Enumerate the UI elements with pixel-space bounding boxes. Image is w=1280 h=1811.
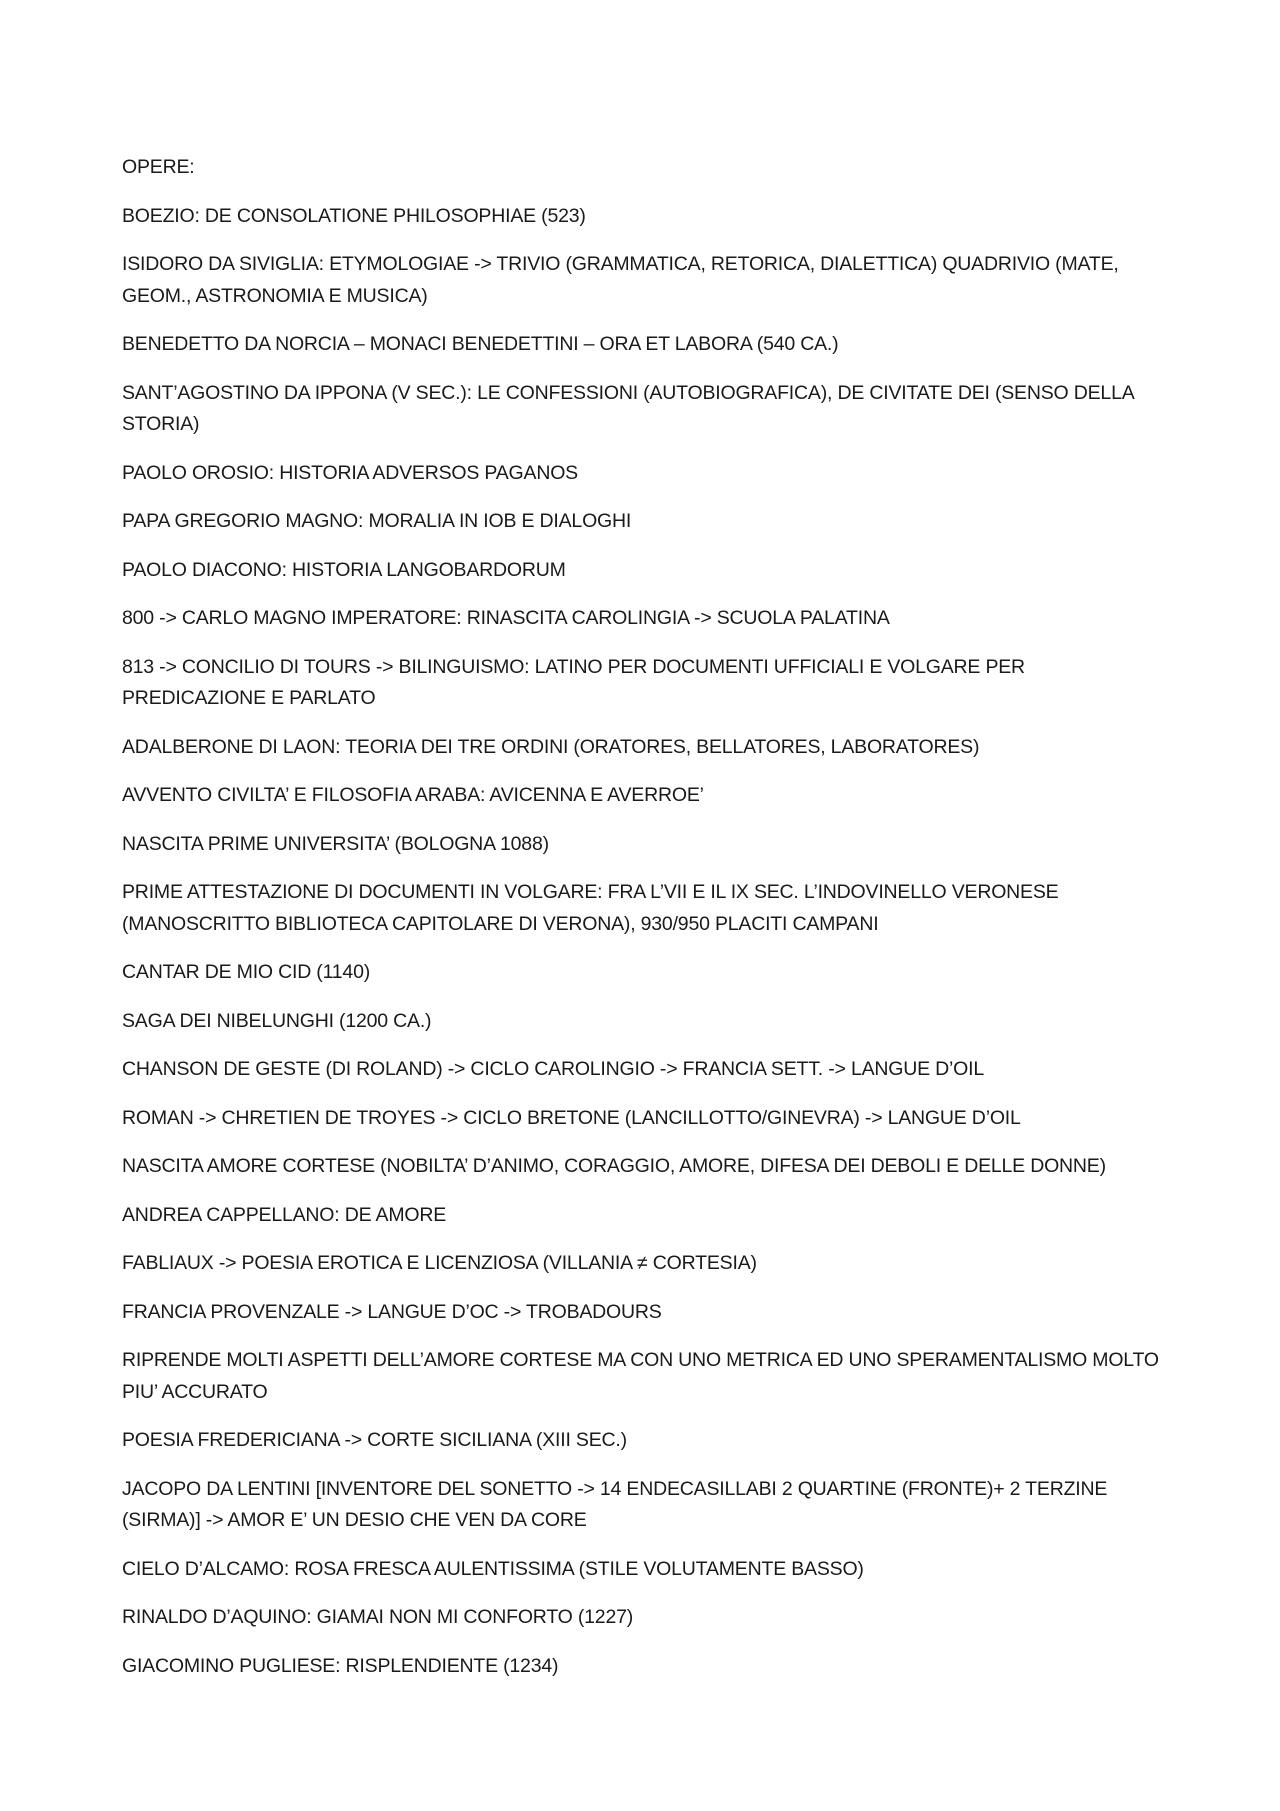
- paragraph-boezio: BOEZIO: DE CONSOLATIONE PHILOSOPHIAE (523): [122, 204, 586, 227]
- paragraph-civilta-araba: AVVENTO CIVILTA’ E FILOSOFIA ARABA: AVICENNA E AVERROE’: [122, 784, 704, 806]
- paragraph-jacopo: JACOPO DA LENTINI [INVENTORE DEL SONETTO -> 14 ENDECASILLABI 2 QUARTINE (FRONTE)+ 2 TERZINE (SIRMA)] -> AMOR E’ UN DESIO CHE VEN DA CORE: [122, 1477, 1108, 1531]
- paragraph-gregorio: PAPA GREGORIO MAGNO: MORALIA IN IOB E DIALOGHI: [122, 510, 632, 532]
- paragraph-chanson: CHANSON DE GESTE (DI ROLAND) -> CICLO CAROLINGIO -> FRANCIA SETT. -> LANGUE D’OIL: [122, 1058, 984, 1080]
- paragraph-benedetto: BENEDETTO DA NORCIA – MONACI BENEDETTINI – ORA ET LABORA (540 CA.): [122, 333, 839, 355]
- paragraph-giacomino: GIACOMINO PUGLIESE: RISPLENDIENTE (1234): [122, 1654, 559, 1677]
- paragraph-agostino: SANT’AGOSTINO DA IPPONA (V SEC.): LE CONFESSIONI (AUTOBIOGRAFICA), DE CIVITATE DEI (SENSO DELLA STORIA): [122, 381, 1134, 435]
- paragraph-concilio-tours: 813 -> CONCILIO DI TOURS -> BILINGUISMO: LATINO PER DOCUMENTI UFFICIALI E VOLGARE PER PREDICAZIONE E PARLATO: [122, 655, 1025, 709]
- paragraph-orosio: PAOLO OROSIO: HISTORIA ADVERSOS PAGANOS: [122, 461, 578, 484]
- paragraph-diacono: PAOLO DIACONO: HISTORIA LANGOBARDORUM: [122, 558, 566, 581]
- paragraph-federiciana: POESIA FREDERICIANA -> CORTE SICILIANA (XIII SEC.): [122, 1429, 627, 1451]
- paragraph-isidoro: ISIDORO DA SIVIGLIA: ETYMOLOGIAE -> TRIVIO (GRAMMATICA, RETORICA, DIALETTICA) QUADRIVIO (MATE, GEOM., ASTRONOMIA E MUSICA): [122, 253, 1119, 307]
- paragraph-cantar: CANTAR DE MIO CID (1140): [122, 961, 371, 983]
- paragraph-amore-cortese: NASCITA AMORE CORTESE (NOBILTA’ D’ANIMO, CORAGGIO, AMORE, DIFESA DEI DEBOLI E DELLE DONNE): [122, 1155, 1106, 1177]
- paragraph-roman: ROMAN -> CHRETIEN DE TROYES -> CICLO BRETONE (LANCILLOTTO/GINEVRA) -> LANGUE D’OIL: [122, 1106, 1021, 1129]
- paragraph-nibelunghi: SAGA DEI NIBELUNGHI (1200 CA.): [122, 1009, 432, 1032]
- paragraph-carlo-magno: 800 -> CARLO MAGNO IMPERATORE: RINASCITA CAROLINGIA -> SCUOLA PALATINA: [122, 607, 890, 629]
- paragraph-rinaldo: RINALDO D’AQUINO: GIAMAI NON MI CONFORTO (1227): [122, 1606, 634, 1628]
- document-page: [122, 152, 1172, 1699]
- paragraph-fabliaux: FABLIAUX -> POESIA EROTICA E LICENZIOSA (VILLANIA ≠ CORTESIA): [122, 1252, 757, 1274]
- paragraph-adalberone: ADALBERONE DI LAON: TEORIA DEI TRE ORDINI (ORATORES, BELLATORES, LABORATORES): [122, 735, 980, 758]
- paragraph-cappellano: ANDREA CAPPELLANO: DE AMORE: [122, 1203, 447, 1226]
- paragraph-universita: NASCITA PRIME UNIVERSITA’ (BOLOGNA 1088): [122, 832, 549, 855]
- paragraph-provenzale: FRANCIA PROVENZALE -> LANGUE D’OC -> TROBADOURS: [122, 1300, 662, 1323]
- paragraph-cielo: CIELO D’ALCAMO: ROSA FRESCA AULENTISSIMA (STILE VOLUTAMENTE BASSO): [122, 1557, 864, 1580]
- paragraph-volgare: PRIME ATTESTAZIONE DI DOCUMENTI IN VOLGARE: FRA L’VII E IL IX SEC. L’INDOVINELLO VERONESE (MANOSCRITTO BIBLIOTECA CAPITOLARE DI VERONA), 930/950 PLACITI CAMPANI: [122, 881, 1059, 935]
- heading-opere: OPERE:: [122, 156, 195, 178]
- paragraph-riprende: RIPRENDE MOLTI ASPETTI DELL’AMORE CORTESE MA CON UNO METRICA ED UNO SPERAMENTALISMO MOLTO PIU’ ACCURATO: [122, 1349, 1159, 1403]
